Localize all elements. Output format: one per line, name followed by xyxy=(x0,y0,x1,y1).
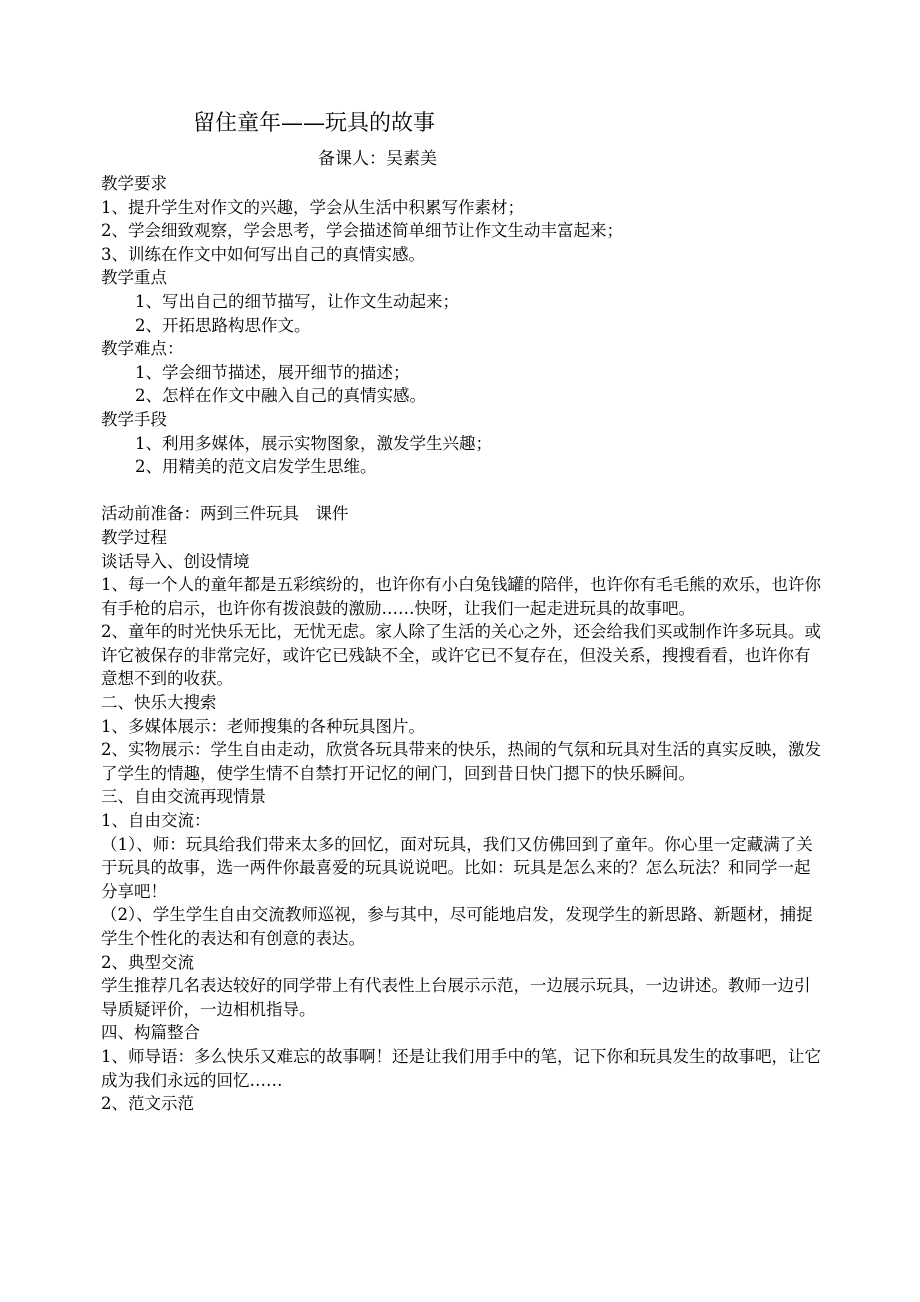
paragraph: 2、童年的时光快乐无比，无忧无虑。家人除了生活的关心之外，还会给我们买或制作许多玩具。或许它被保存的非常完好，或许它已残缺不全，或许它已不复存在，但没关系，搜搜看看，也许你有意想不到的收获。 xyxy=(101,622,821,689)
paragraph: （1）、师：玩具给我们带来太多的回忆，面对玩具，我们又仿佛回到了童年。你心里一定藏满了关于玩具的故事，选一两件你最喜爱的玩具说说吧。比如：玩具是怎么来的？怎么玩法？和同学一起分享吧！ xyxy=(101,834,813,901)
blank-line xyxy=(101,479,823,503)
document-body xyxy=(101,172,823,1116)
section-heading: 二、快乐大搜索 xyxy=(101,693,217,713)
paragraph: 2、实物展示：学生自由走动，欣赏各玩具带来的快乐，热闹的气氛和玩具对生活的真实反映，激发了学生的情趣，使学生情不自禁打开记忆的闸门，回到昔日快门摁下的快乐瞬间。 xyxy=(101,740,821,783)
section-heading: 三、自由交流再现情景 xyxy=(101,787,266,807)
paragraph: 1、师导语：多么快乐又难忘的故事啊！还是让我们用手中的笔，记下你和玩具发生的故事吧，让它成为我们永远的回忆…… xyxy=(101,1046,821,1090)
list-item: 1、提升学生对作文的兴趣，学会从生活中积累写作素材； xyxy=(101,197,524,217)
author-line: 备课人：吴素美 xyxy=(318,149,437,169)
section-heading: 教学重点 xyxy=(101,268,167,288)
list-item: 2、怎样在作文中融入自己的真情实感。 xyxy=(135,386,426,406)
section-heading: 教学要求 xyxy=(101,174,167,193)
paragraph: 2、典型交流 xyxy=(101,952,194,972)
list-item: 1、利用多媒体，展示实物图象，激发学生兴趣； xyxy=(135,433,492,453)
section-heading: 谈话导入、创设情境 xyxy=(101,551,250,571)
section-heading: 教学难点： xyxy=(101,339,184,359)
document-title: 留住童年——玩具的故事 xyxy=(193,111,436,136)
paragraph: 2、范文示范 xyxy=(101,1094,194,1114)
paragraph: （2）、学生学生自由交流教师巡视，参与其中，尽可能地启发，发现学生的新思路、新题材，捕捉学生个性化的表达和有创意的表达。 xyxy=(101,905,813,948)
list-item: 1、写出自己的细节描写，让作文生动起来； xyxy=(135,291,459,311)
list-item: 2、学会细致观察，学会思考，学会描述简单细节让作文生动丰富起来； xyxy=(101,221,623,241)
list-item: 2、用精美的范文启发学生思维。 xyxy=(135,457,377,477)
section-heading: 教学手段 xyxy=(101,409,167,429)
paragraph: 学生推荐几名表达较好的同学带上有代表性上台展示示范，一边展示玩具，一边讲述。教师一边引导质疑评价，一边相机指导。 xyxy=(101,976,811,1019)
preparation-line: 活动前准备：两到三件玩具 课件 xyxy=(101,504,349,524)
paragraph: 1、自由交流： xyxy=(101,811,211,831)
paragraph: 1、多媒体展示：老师搜集的各种玩具图片。 xyxy=(101,716,425,736)
list-item: 2、开拓思路构思作文。 xyxy=(135,315,311,335)
paragraph: 1、每一个人的童年都是五彩缤纷的，也许你有小白兔钱罐的陪伴，也许你有毛毛熊的欢乐，也许你有手枪的启示，也许你有拨浪鼓的激励……快呀，让我们一起走进玩具的故事吧。 xyxy=(101,575,821,618)
list-item: 1、学会细节描述，展开细节的描述； xyxy=(135,362,410,382)
section-heading: 四、构篇整合 xyxy=(101,1023,200,1043)
list-item: 3、训练在作文中如何写出自己的真情实感。 xyxy=(101,244,425,264)
section-heading: 教学过程 xyxy=(101,527,167,547)
